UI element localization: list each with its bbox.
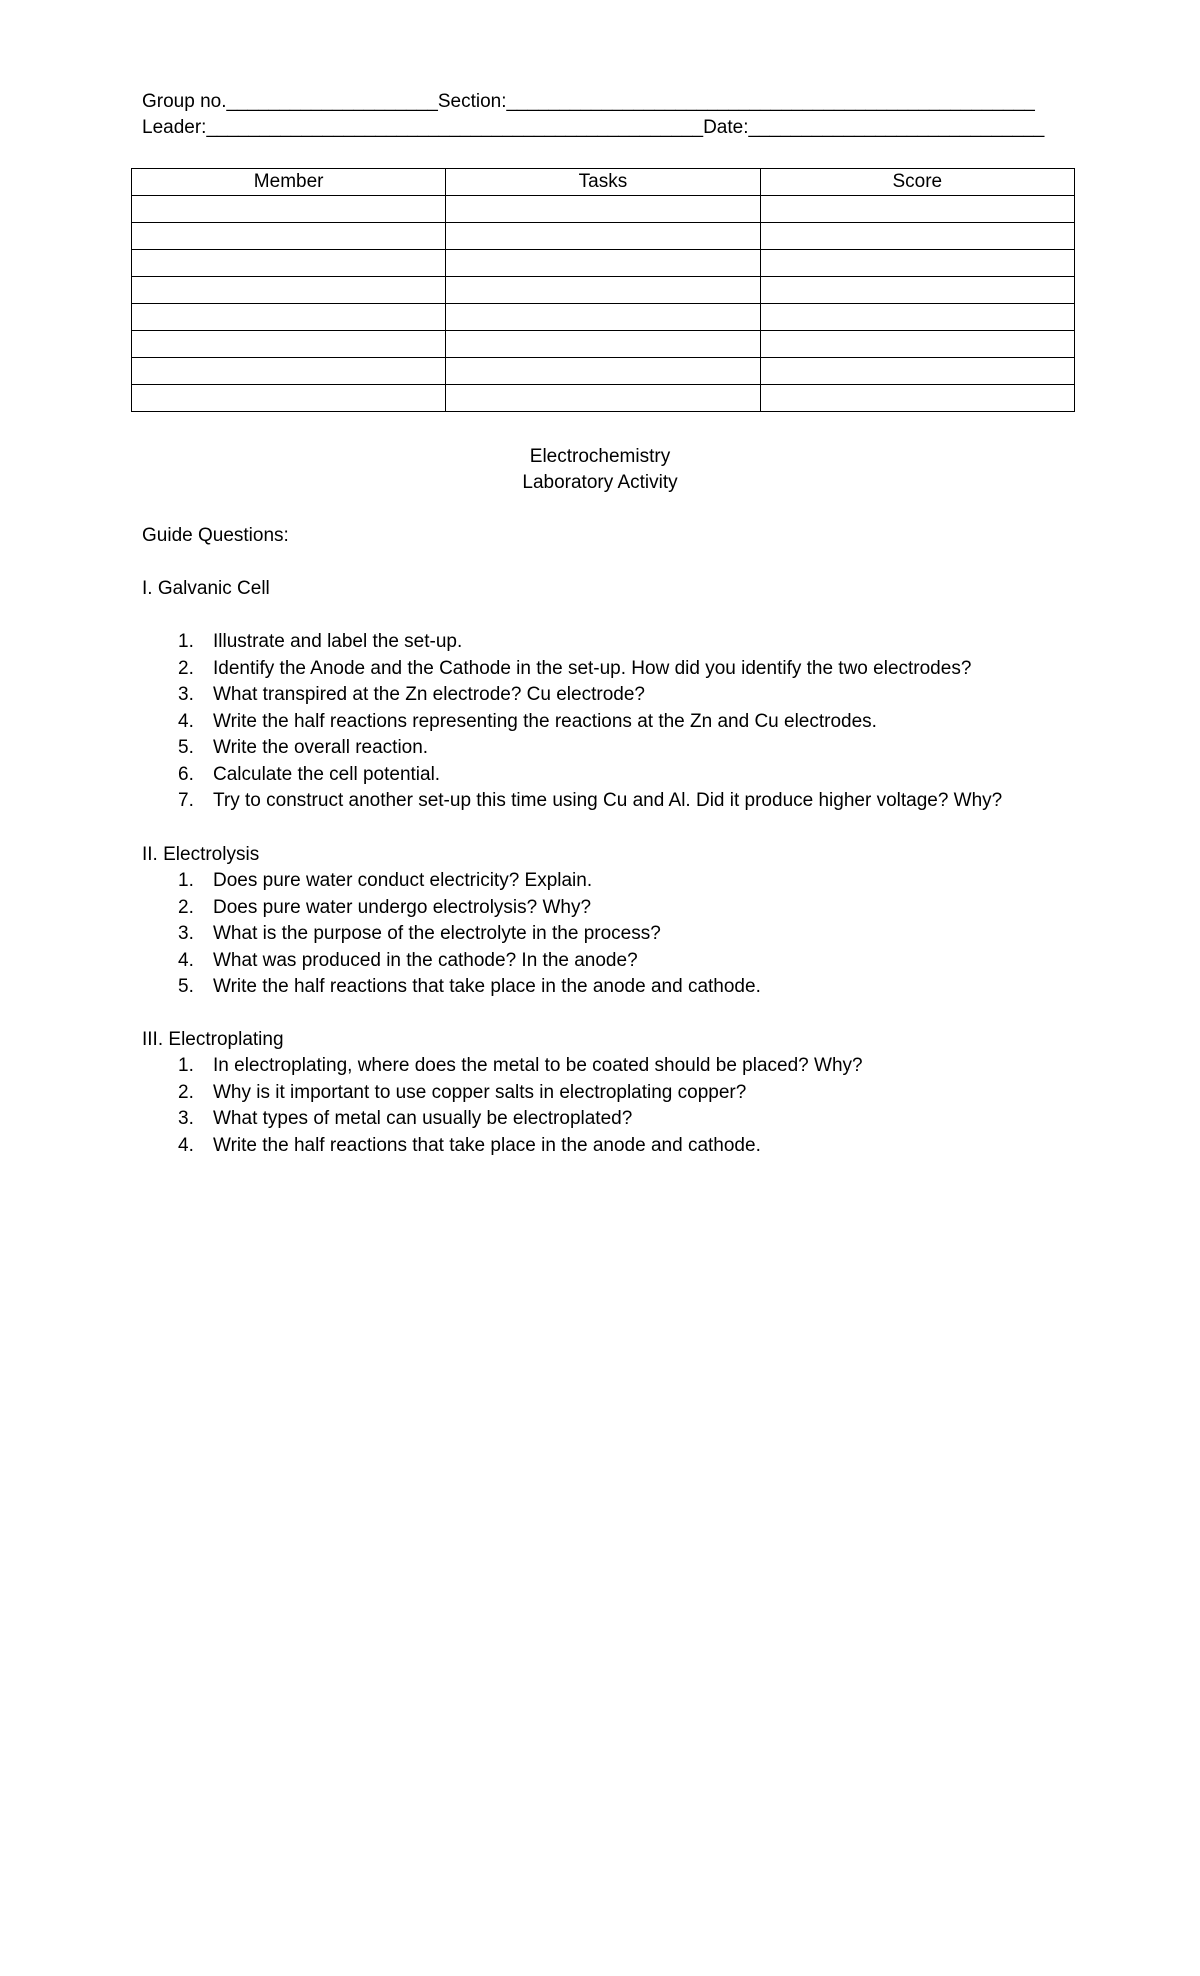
question-number: 4. bbox=[178, 949, 194, 971]
question-number: 5. bbox=[178, 737, 194, 758]
table-row bbox=[132, 358, 1075, 385]
question-item bbox=[142, 1106, 863, 1133]
electroplating-questions bbox=[142, 1053, 863, 1159]
question-text: What types of metal can usually be electroplated? bbox=[213, 1108, 633, 1129]
group-section-line: Group no.____________________Section:__________________________________________________ bbox=[142, 91, 1035, 112]
question-item bbox=[142, 974, 761, 1001]
question-item bbox=[142, 788, 1002, 815]
page-subtitle: Laboratory Activity bbox=[522, 472, 678, 493]
table-header-row bbox=[132, 169, 1075, 196]
table-cell-score bbox=[760, 331, 1074, 358]
table-cell-member bbox=[132, 223, 446, 250]
question-item bbox=[142, 921, 761, 948]
table-cell-tasks bbox=[446, 196, 760, 223]
table-row bbox=[132, 223, 1075, 250]
question-item bbox=[142, 762, 1002, 789]
table-cell-tasks bbox=[446, 358, 760, 385]
table-cell-member bbox=[132, 304, 446, 331]
question-item bbox=[142, 948, 761, 975]
page-title: Electrochemistry bbox=[529, 446, 671, 467]
members-table-body bbox=[132, 196, 1075, 412]
question-number: 4. bbox=[178, 710, 194, 732]
section-heading-electrolysis: II. Electrolysis bbox=[142, 844, 260, 865]
question-item bbox=[142, 656, 1002, 683]
question-item bbox=[142, 1133, 863, 1160]
question-text: Does pure water undergo electrolysis? Why? bbox=[213, 896, 592, 918]
table-cell-member bbox=[132, 358, 446, 385]
question-text: Does pure water conduct electricity? Explain. bbox=[213, 870, 593, 891]
members-table bbox=[131, 168, 1075, 412]
table-cell-member bbox=[132, 331, 446, 358]
question-item bbox=[142, 895, 761, 922]
galvanic-cell-questions bbox=[142, 629, 1002, 815]
table-cell-score bbox=[760, 385, 1074, 412]
table-cell-score bbox=[760, 223, 1074, 250]
question-item bbox=[142, 735, 1002, 762]
section-heading-galvanic-cell: I. Galvanic Cell bbox=[142, 578, 270, 599]
table-cell-score bbox=[760, 196, 1074, 223]
table-cell-score bbox=[760, 304, 1074, 331]
question-item bbox=[142, 868, 761, 895]
table-cell-tasks bbox=[446, 223, 760, 250]
question-number: 4. bbox=[178, 1134, 194, 1156]
table-row bbox=[132, 196, 1075, 223]
section-heading-electroplating: III. Electroplating bbox=[142, 1029, 284, 1050]
question-text: Identify the Anode and the Cathode in the set-up. How did you identify the two electrodes? bbox=[213, 657, 972, 679]
question-number: 3. bbox=[178, 923, 194, 944]
table-cell-member bbox=[132, 196, 446, 223]
table-cell-member bbox=[132, 385, 446, 412]
table-cell-score bbox=[760, 358, 1074, 385]
question-number: 1. bbox=[178, 870, 194, 891]
question-number: 2. bbox=[178, 1081, 194, 1103]
table-cell-tasks bbox=[446, 250, 760, 277]
table-row bbox=[132, 331, 1075, 358]
table-row bbox=[132, 304, 1075, 331]
question-text: In electroplating, where does the metal to be coated should be placed? Why? bbox=[213, 1055, 863, 1076]
question-item bbox=[142, 1053, 863, 1080]
question-number: 2. bbox=[178, 657, 194, 679]
table-cell-member bbox=[132, 277, 446, 304]
column-header-tasks: Tasks bbox=[446, 169, 760, 196]
electrolysis-questions bbox=[142, 868, 761, 1001]
column-header-member: Member bbox=[132, 169, 446, 196]
question-text: What transpired at the Zn electrode? Cu electrode? bbox=[213, 684, 645, 705]
table-row bbox=[132, 385, 1075, 412]
table-cell-member bbox=[132, 250, 446, 277]
question-item bbox=[142, 629, 1002, 656]
question-text: What was produced in the cathode? In the anode? bbox=[213, 949, 638, 971]
question-number: 1. bbox=[178, 631, 194, 652]
guide-questions-heading: Guide Questions: bbox=[142, 525, 289, 546]
table-cell-score bbox=[760, 277, 1074, 304]
question-item bbox=[142, 709, 1002, 736]
question-number: 2. bbox=[178, 896, 194, 918]
question-text: Write the half reactions that take place in the anode and cathode. bbox=[213, 976, 761, 997]
question-number: 3. bbox=[178, 1108, 194, 1129]
question-number: 5. bbox=[178, 976, 194, 997]
question-text: Write the half reactions representing the reactions at the Zn and Cu electrodes. bbox=[213, 710, 877, 732]
question-text: Write the overall reaction. bbox=[213, 737, 429, 758]
column-header-score: Score bbox=[760, 169, 1074, 196]
leader-date-line: Leader:_______________________________________________Date:____________________________ bbox=[142, 117, 1045, 138]
question-number: 3. bbox=[178, 684, 194, 705]
table-cell-tasks bbox=[446, 304, 760, 331]
table-cell-tasks bbox=[446, 331, 760, 358]
question-item bbox=[142, 682, 1002, 709]
question-number: 7. bbox=[178, 790, 194, 811]
table-row bbox=[132, 277, 1075, 304]
question-text: Write the half reactions that take place in the anode and cathode. bbox=[213, 1134, 761, 1156]
table-cell-score bbox=[760, 250, 1074, 277]
question-number: 6. bbox=[178, 763, 194, 785]
question-text: What is the purpose of the electrolyte in the process? bbox=[213, 923, 661, 944]
table-row bbox=[132, 250, 1075, 277]
table-cell-tasks bbox=[446, 385, 760, 412]
question-text: Calculate the cell potential. bbox=[213, 763, 441, 785]
question-text: Try to construct another set-up this time using Cu and Al. Did it produce higher voltage? Why? bbox=[213, 790, 1003, 811]
question-text: Why is it important to use copper salts in electroplating copper? bbox=[213, 1081, 747, 1103]
question-number: 1. bbox=[178, 1055, 194, 1076]
question-text: Illustrate and label the set-up. bbox=[213, 631, 463, 652]
question-item bbox=[142, 1080, 863, 1107]
table-cell-tasks bbox=[446, 277, 760, 304]
